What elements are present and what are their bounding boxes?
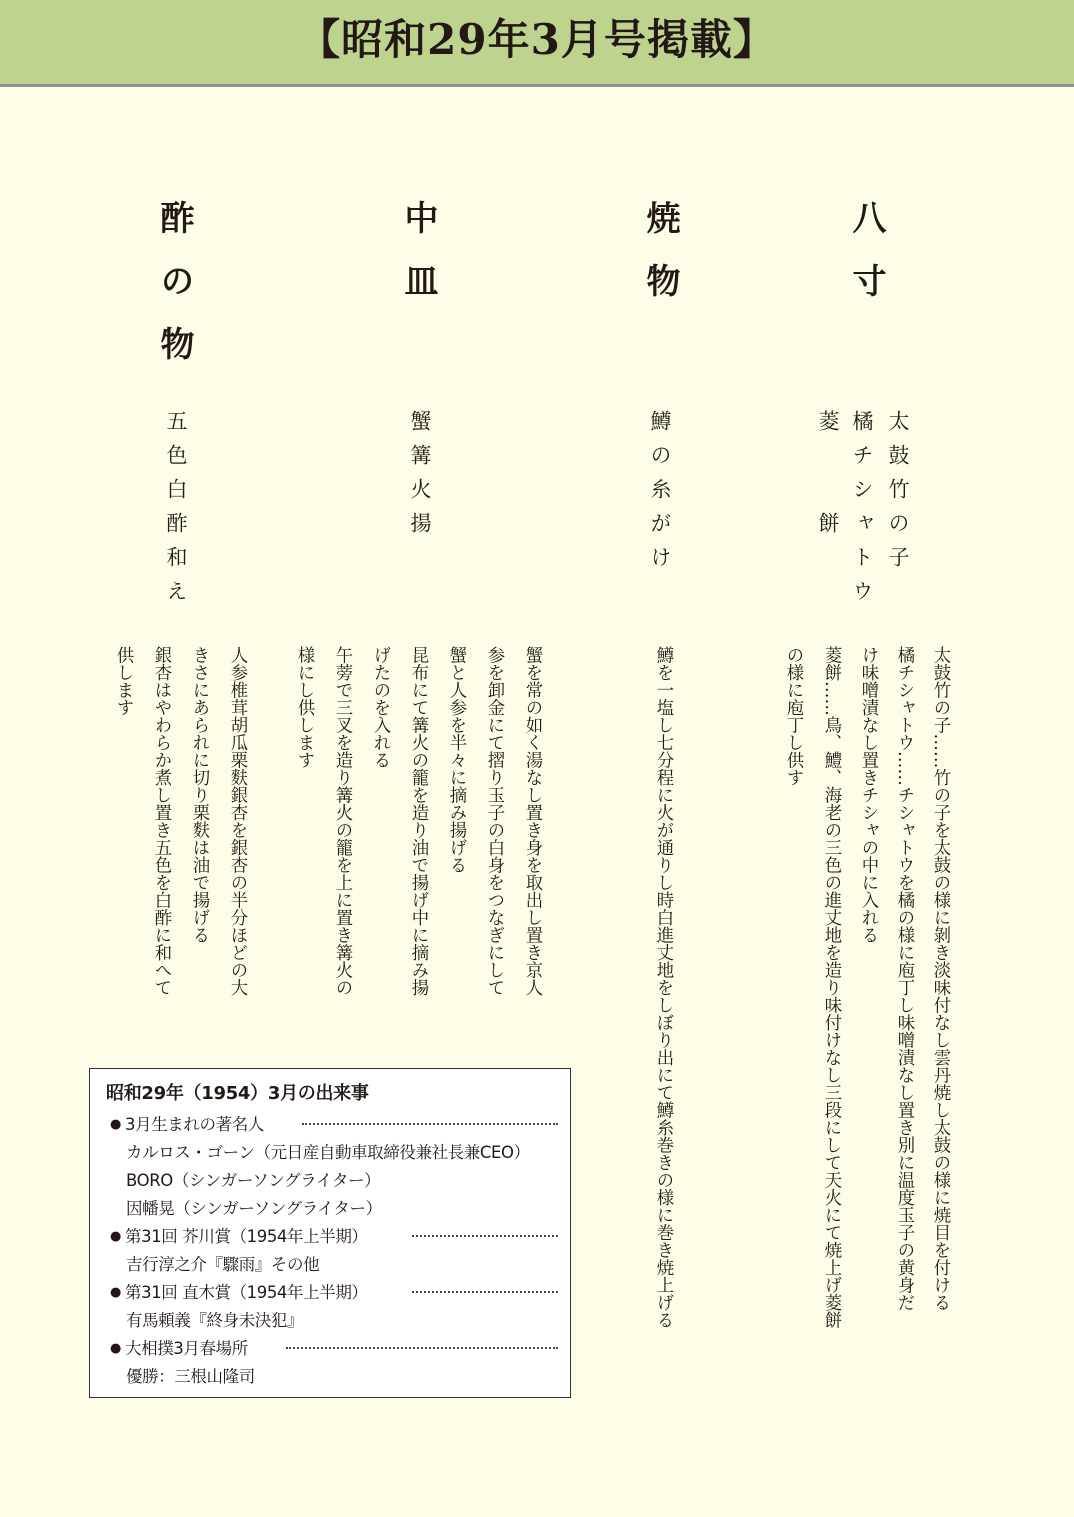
leader-dots [286,1347,558,1349]
recipe-line: 鱒を一塩し七分程に火が通りし時白進丈地をしぼり出にて鱒糸巻きの様に巻き焼上げる [653,646,673,1329]
leader-dots [412,1291,558,1293]
events-box [89,1068,571,1398]
course-title-yakimono: 焼物 [640,200,680,326]
event-item: BORO（シンガーソングライター） [126,1171,381,1190]
bullet-icon: ● [110,1285,121,1300]
recipe-line: 蟹を常の如く湯なし置き身を取出し置き京人 [522,646,542,996]
bullet-icon: ● [110,1117,121,1132]
event-item: 吉行淳之介『驟雨』その他 [126,1255,320,1274]
course-title-hassun: 八寸 [846,200,886,326]
course-title-sunomono: 酢の物 [154,200,194,389]
recipe-line: け味噌漬なし置きチシャの中に入れる [858,646,878,944]
dish-name: 蟹篝火揚 [408,410,432,546]
event-item: 因幡晃（シンガーソングライター） [126,1199,382,1218]
recipe-line: 太鼓竹の子……竹の子を太鼓の様に剝き淡味付なし雲丹焼し太鼓の様に焼目を付ける [930,646,950,1311]
recipe-line: 橘チシャトウ……チシャトウを橘の様に庖丁し味噌漬なし置き別に温度玉子の黄身だ [894,646,914,1311]
event-item: 有馬頼義『終身未決犯』 [126,1311,304,1330]
event-heading: ● 大相撲3月春場所 [110,1339,248,1358]
dish-name: 鱒の糸がけ [648,410,672,580]
page-title: 【昭和29年3月号掲載】 [298,15,776,64]
dish-name: 橘チシャトウ [850,410,874,614]
recipe-line: げたのを入れる [370,646,390,769]
recipe-line: 昆布にて篝火の籠を造り油で揚げ中に摘み揚 [408,646,428,996]
event-item: カルロス・ゴーン（元日産自動車取締役兼社長兼CEO） [126,1143,530,1162]
header-banner [0,0,1074,87]
event-item: 優勝：三根山隆司 [126,1367,255,1386]
recipe-line: 供します [113,646,133,716]
dish-name: 菱 餅 [816,410,840,546]
dish-name: 太鼓竹の子 [886,410,910,580]
recipe-line: 菱餅……鳥、鱧、海老の三色の進丈地を造り味付けなし三段にして天火にて焼上げ菱餅 [821,646,841,1329]
dish-name: 五色白酢和え [164,410,188,614]
recipe-line: 人参椎茸胡瓜栗麩銀杏を銀杏の半分ほどの大 [227,646,247,996]
bullet-icon: ● [110,1341,121,1356]
recipe-line: 様にし供します [294,646,314,769]
event-heading: ● 第31回 直木賞（1954年上半期） [110,1283,368,1302]
leader-dots [302,1123,558,1125]
leader-dots [412,1235,558,1237]
events-title: 昭和29年（1954）3月の出来事 [106,1083,369,1104]
event-heading: ● 第31回 芥川賞（1954年上半期） [110,1227,368,1246]
course-title-nakazara: 中皿 [398,200,438,326]
bullet-icon: ● [110,1229,121,1244]
recipe-line: きさにあられに切り栗麩は油で揚げる [189,646,209,944]
recipe-line: 午蒡で三叉を造り篝火の籠を上に置き篝火の [332,646,352,996]
recipe-line: 蟹と人参を半々に摘み揚げる [446,646,466,874]
recipe-line: の様に庖丁し供す [783,646,803,786]
recipe-line: 銀杏はやわらか煮し置き五色を白酢に和へて [151,646,171,996]
recipe-line: 参を卸金にて摺り玉子の白身をつなぎにして [484,646,504,996]
event-heading: ● 3月生まれの著名人 [110,1115,264,1134]
